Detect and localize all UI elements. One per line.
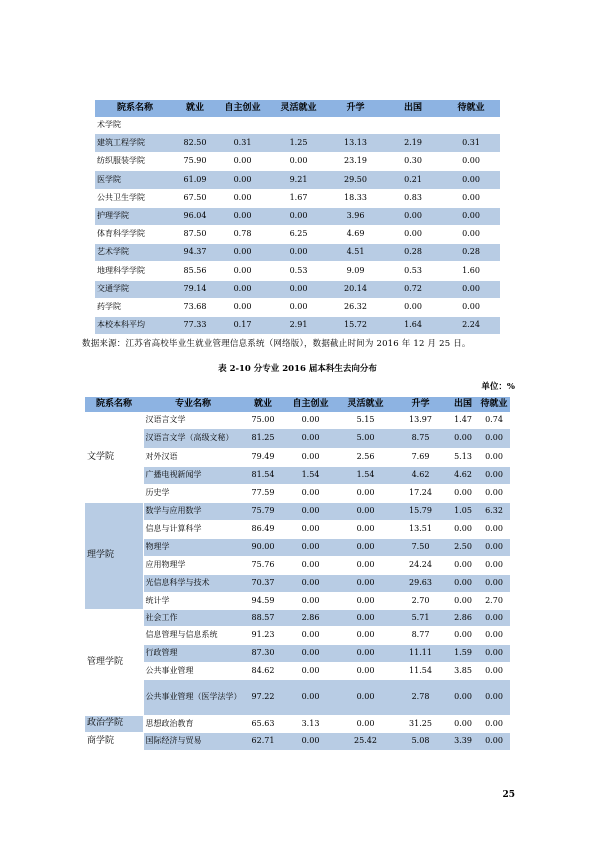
column-header: 灵活就业 <box>338 397 393 412</box>
value-cell: 0.00 <box>478 662 510 679</box>
table-row <box>85 609 510 626</box>
table-row <box>95 189 500 207</box>
value-cell: 0.00 <box>215 243 270 261</box>
value-cell: 85.56 <box>175 261 215 280</box>
value-cell: 0.00 <box>442 298 500 316</box>
value-cell: 0.00 <box>215 170 270 189</box>
value-cell: 0.00 <box>270 152 327 170</box>
value-cell: 3.39 <box>448 732 478 750</box>
college-name-cell: 公共卫生学院 <box>95 189 175 207</box>
value-cell: 0.00 <box>338 679 393 715</box>
value-cell: 4.62 <box>448 466 478 484</box>
value-cell: 0.00 <box>478 428 510 448</box>
value-cell: 0.00 <box>283 592 338 609</box>
value-cell: 0.00 <box>338 715 393 732</box>
value-cell: 0.00 <box>478 715 510 732</box>
value-cell: 96.04 <box>175 207 215 225</box>
value-cell: 0.78 <box>215 225 270 243</box>
value-cell: 0.00 <box>442 207 500 225</box>
column-header: 就业 <box>243 397 283 412</box>
value-cell: 29.50 <box>327 170 384 189</box>
value-cell: 0.00 <box>478 679 510 715</box>
value-cell: 0.00 <box>283 502 338 520</box>
table-title: 表 2-10 分专业 2016 届本科生去向分布 <box>218 364 377 374</box>
value-cell: 0.00 <box>283 644 338 662</box>
value-cell: 0.00 <box>283 412 338 428</box>
value-cell: 0.00 <box>270 280 327 298</box>
value-cell: 0.00 <box>283 574 338 592</box>
value-cell: 8.77 <box>393 626 448 644</box>
table-row <box>85 502 510 520</box>
column-header: 出国 <box>448 397 478 412</box>
value-cell: 2.24 <box>442 316 500 334</box>
value-cell: 0.00 <box>215 207 270 225</box>
major-name-cell: 汉语言文学（高级文秘） <box>143 428 243 448</box>
value-cell: 0.00 <box>478 538 510 556</box>
value-cell: 94.37 <box>175 243 215 261</box>
value-cell: 5.08 <box>393 732 448 750</box>
value-cell: 0.00 <box>283 732 338 750</box>
college-name-cell: 术学院 <box>95 117 175 133</box>
value-cell: 0.00 <box>283 556 338 574</box>
value-cell: 87.30 <box>243 644 283 662</box>
major-name-cell: 应用物理学 <box>143 556 243 574</box>
value-cell: 0.53 <box>270 261 327 280</box>
value-cell: 0.00 <box>478 732 510 750</box>
value-cell: 2.70 <box>393 592 448 609</box>
value-cell: 0.00 <box>478 466 510 484</box>
value-cell: 94.59 <box>243 592 283 609</box>
value-cell: 84.62 <box>243 662 283 679</box>
value-cell: 0.00 <box>478 520 510 538</box>
value-cell: 70.37 <box>243 574 283 592</box>
table-row <box>85 556 510 574</box>
major-name-cell: 数学与应用数学 <box>143 502 243 520</box>
value-cell: 0.21 <box>384 170 442 189</box>
table-row <box>85 574 510 592</box>
value-cell: 15.72 <box>327 316 384 334</box>
value-cell: 0.00 <box>338 626 393 644</box>
column-header: 院系名称 <box>85 397 143 412</box>
major-name-cell: 社会工作 <box>143 609 243 626</box>
college-name-cell: 地理科学学院 <box>95 261 175 280</box>
value-cell: 0.00 <box>448 592 478 609</box>
value-cell: 0.00 <box>270 243 327 261</box>
value-cell: 13.51 <box>393 520 448 538</box>
value-cell: 0.00 <box>384 207 442 225</box>
value-cell: 5.71 <box>393 609 448 626</box>
value-cell: 3.85 <box>448 662 478 679</box>
value-cell: 3.96 <box>327 207 384 225</box>
data-source-note: 数据来源：江苏省高校毕业生就业管理信息系统（网络版），数据截止时间为 2016 年 12 月 25 日。 <box>82 339 471 349</box>
column-header: 自主创业 <box>283 397 338 412</box>
value-cell: 20.14 <box>327 280 384 298</box>
value-cell: 1.64 <box>384 316 442 334</box>
table-row <box>85 428 510 448</box>
table-row <box>85 538 510 556</box>
college-destination-table <box>95 100 500 335</box>
value-cell: 75.00 <box>243 412 283 428</box>
value-cell: 79.49 <box>243 448 283 466</box>
value-cell: 79.14 <box>175 280 215 298</box>
table-row <box>85 626 510 644</box>
value-cell: 6.25 <box>270 225 327 243</box>
column-header: 升学 <box>327 100 384 117</box>
value-cell: 1.59 <box>448 644 478 662</box>
value-cell: 0.00 <box>338 520 393 538</box>
value-cell: 24.24 <box>393 556 448 574</box>
value-cell: 0.00 <box>442 189 500 207</box>
value-cell: 0.00 <box>448 484 478 502</box>
value-cell: 62.71 <box>243 732 283 750</box>
column-header: 灵活就业 <box>270 100 327 117</box>
value-cell: 15.79 <box>393 502 448 520</box>
value-cell: 81.25 <box>243 428 283 448</box>
value-cell: 26.32 <box>327 298 384 316</box>
major-name-cell: 国际经济与贸易 <box>143 732 243 750</box>
value-cell: 0.00 <box>283 448 338 466</box>
value-cell: 0.00 <box>478 644 510 662</box>
value-cell <box>442 117 500 133</box>
value-cell: 91.23 <box>243 626 283 644</box>
value-cell: 1.54 <box>338 466 393 484</box>
table-row <box>85 644 510 662</box>
value-cell: 0.30 <box>384 152 442 170</box>
college-name-cell: 交通学院 <box>95 280 175 298</box>
value-cell: 0.31 <box>442 133 500 152</box>
value-cell: 2.19 <box>384 133 442 152</box>
value-cell: 0.00 <box>448 520 478 538</box>
college-name-cell: 理学院 <box>85 502 143 609</box>
value-cell: 4.69 <box>327 225 384 243</box>
value-cell: 0.00 <box>384 225 442 243</box>
value-cell: 0.00 <box>283 484 338 502</box>
value-cell: 7.69 <box>393 448 448 466</box>
table-row <box>95 152 500 170</box>
value-cell: 0.53 <box>384 261 442 280</box>
value-cell: 0.28 <box>442 243 500 261</box>
value-cell: 8.75 <box>393 428 448 448</box>
column-header: 升学 <box>393 397 448 412</box>
value-cell: 0.00 <box>478 626 510 644</box>
value-cell: 2.56 <box>338 448 393 466</box>
major-name-cell: 光信息科学与技术 <box>143 574 243 592</box>
value-cell: 2.86 <box>448 609 478 626</box>
value-cell: 2.70 <box>478 592 510 609</box>
table-row <box>95 117 500 133</box>
major-name-cell: 对外汉语 <box>143 448 243 466</box>
value-cell: 0.17 <box>215 316 270 334</box>
table-row <box>95 170 500 189</box>
value-cell: 13.13 <box>327 133 384 152</box>
table-row <box>95 207 500 225</box>
value-cell: 0.72 <box>384 280 442 298</box>
value-cell: 0.00 <box>448 679 478 715</box>
value-cell: 97.22 <box>243 679 283 715</box>
table-row <box>85 448 510 466</box>
value-cell: 0.00 <box>283 679 338 715</box>
value-cell <box>215 117 270 133</box>
value-cell: 0.00 <box>448 556 478 574</box>
value-cell: 0.00 <box>478 574 510 592</box>
table-row <box>85 412 510 428</box>
college-name-cell: 政治学院 <box>85 715 143 732</box>
table-row <box>85 520 510 538</box>
table-row <box>95 298 500 316</box>
college-name-cell: 医学院 <box>95 170 175 189</box>
table-header-row <box>95 100 500 117</box>
table-row <box>95 316 500 334</box>
value-cell <box>175 117 215 133</box>
value-cell: 0.00 <box>478 609 510 626</box>
value-cell: 0.00 <box>283 626 338 644</box>
value-cell: 0.00 <box>442 152 500 170</box>
major-destination-table <box>85 397 510 751</box>
value-cell: 1.54 <box>283 466 338 484</box>
value-cell: 0.00 <box>270 298 327 316</box>
value-cell: 0.00 <box>448 626 478 644</box>
value-cell: 4.62 <box>393 466 448 484</box>
value-cell: 75.79 <box>243 502 283 520</box>
value-cell: 1.67 <box>270 189 327 207</box>
value-cell: 0.00 <box>448 715 478 732</box>
table-row <box>85 484 510 502</box>
table-row <box>95 133 500 152</box>
value-cell: 0.00 <box>478 556 510 574</box>
value-cell: 0.00 <box>338 538 393 556</box>
value-cell: 0.00 <box>283 520 338 538</box>
value-cell: 2.50 <box>448 538 478 556</box>
value-cell: 0.00 <box>283 538 338 556</box>
value-cell: 75.76 <box>243 556 283 574</box>
value-cell: 77.33 <box>175 316 215 334</box>
value-cell: 0.00 <box>215 298 270 316</box>
value-cell: 87.50 <box>175 225 215 243</box>
value-cell: 0.00 <box>215 152 270 170</box>
value-cell: 0.00 <box>478 448 510 466</box>
college-name-cell: 建筑工程学院 <box>95 133 175 152</box>
value-cell: 0.00 <box>215 280 270 298</box>
value-cell: 0.00 <box>338 556 393 574</box>
value-cell: 90.00 <box>243 538 283 556</box>
value-cell: 0.00 <box>442 170 500 189</box>
college-name-cell: 药学院 <box>95 298 175 316</box>
value-cell: 77.59 <box>243 484 283 502</box>
value-cell: 0.00 <box>338 484 393 502</box>
major-name-cell: 公共事业管理 <box>143 662 243 679</box>
value-cell: 2.78 <box>393 679 448 715</box>
table-row <box>85 662 510 679</box>
value-cell: 0.00 <box>442 280 500 298</box>
major-name-cell: 行政管理 <box>143 644 243 662</box>
value-cell: 5.00 <box>338 428 393 448</box>
value-cell: 88.57 <box>243 609 283 626</box>
college-name-cell: 体育科学学院 <box>95 225 175 243</box>
value-cell: 61.09 <box>175 170 215 189</box>
value-cell: 13.97 <box>393 412 448 428</box>
value-cell <box>270 117 327 133</box>
value-cell: 0.31 <box>215 133 270 152</box>
value-cell: 0.00 <box>283 428 338 448</box>
value-cell: 0.00 <box>270 207 327 225</box>
table-row <box>85 732 510 750</box>
major-name-cell: 思想政治教育 <box>143 715 243 732</box>
column-header: 就业 <box>175 100 215 117</box>
value-cell: 82.50 <box>175 133 215 152</box>
value-cell: 7.50 <box>393 538 448 556</box>
table-row <box>95 243 500 261</box>
major-name-cell: 公共事业管理（医学法学） <box>143 679 243 715</box>
value-cell: 0.00 <box>442 225 500 243</box>
college-name-cell: 纺织服装学院 <box>95 152 175 170</box>
value-cell: 29.63 <box>393 574 448 592</box>
value-cell: 25.42 <box>338 732 393 750</box>
value-cell: 0.28 <box>384 243 442 261</box>
column-header: 专业名称 <box>143 397 243 412</box>
value-cell: 81.54 <box>243 466 283 484</box>
value-cell: 0.00 <box>215 189 270 207</box>
value-cell: 1.47 <box>448 412 478 428</box>
column-header: 院系名称 <box>95 100 175 117</box>
value-cell: 65.63 <box>243 715 283 732</box>
value-cell: 0.00 <box>384 298 442 316</box>
value-cell: 31.25 <box>393 715 448 732</box>
value-cell: 0.00 <box>338 574 393 592</box>
value-cell: 0.00 <box>478 484 510 502</box>
value-cell: 11.11 <box>393 644 448 662</box>
table-row <box>95 225 500 243</box>
value-cell: 2.91 <box>270 316 327 334</box>
value-cell: 0.00 <box>338 644 393 662</box>
column-header: 待就业 <box>442 100 500 117</box>
value-cell: 86.49 <box>243 520 283 538</box>
table-body <box>95 117 500 334</box>
column-header: 出国 <box>384 100 442 117</box>
table-body <box>85 412 510 750</box>
value-cell: 11.54 <box>393 662 448 679</box>
value-cell: 67.50 <box>175 189 215 207</box>
value-cell: 23.19 <box>327 152 384 170</box>
value-cell <box>327 117 384 133</box>
value-cell: 3.13 <box>283 715 338 732</box>
value-cell: 0.00 <box>338 609 393 626</box>
major-name-cell: 信息管理与信息系统 <box>143 626 243 644</box>
value-cell: 0.00 <box>215 261 270 280</box>
value-cell: 18.33 <box>327 189 384 207</box>
value-cell: 17.24 <box>393 484 448 502</box>
value-cell: 0.00 <box>338 502 393 520</box>
value-cell: 9.09 <box>327 261 384 280</box>
value-cell: 0.83 <box>384 189 442 207</box>
value-cell: 73.68 <box>175 298 215 316</box>
value-cell: 0.00 <box>448 428 478 448</box>
college-name-cell: 管理学院 <box>85 609 143 715</box>
college-name-cell: 商学院 <box>85 732 143 750</box>
major-name-cell: 统计学 <box>143 592 243 609</box>
major-name-cell: 广播电视新闻学 <box>143 466 243 484</box>
college-name-cell: 护理学院 <box>95 207 175 225</box>
value-cell: 0.00 <box>448 574 478 592</box>
value-cell: 5.15 <box>338 412 393 428</box>
table-row <box>85 715 510 732</box>
table-header-row <box>85 397 510 412</box>
value-cell: 75.90 <box>175 152 215 170</box>
major-name-cell: 汉语言文学 <box>143 412 243 428</box>
major-name-cell: 信息与计算科学 <box>143 520 243 538</box>
column-header: 自主创业 <box>215 100 270 117</box>
value-cell: 4.51 <box>327 243 384 261</box>
college-name-cell: 艺术学院 <box>95 243 175 261</box>
value-cell: 0.00 <box>338 662 393 679</box>
college-name-cell: 文学院 <box>85 412 143 502</box>
table-row <box>95 261 500 280</box>
value-cell: 1.25 <box>270 133 327 152</box>
value-cell: 5.13 <box>448 448 478 466</box>
major-name-cell: 物理学 <box>143 538 243 556</box>
column-header: 待就业 <box>478 397 510 412</box>
page-number: 25 <box>502 790 515 800</box>
value-cell: 2.86 <box>283 609 338 626</box>
value-cell <box>384 117 442 133</box>
major-name-cell: 历史学 <box>143 484 243 502</box>
table-row <box>95 280 500 298</box>
table-row <box>85 466 510 484</box>
value-cell: 1.05 <box>448 502 478 520</box>
table-row <box>85 592 510 609</box>
value-cell: 6.32 <box>478 502 510 520</box>
value-cell: 0.00 <box>338 592 393 609</box>
value-cell: 0.00 <box>283 662 338 679</box>
college-name-cell: 本校本科平均 <box>95 316 175 334</box>
value-cell: 1.60 <box>442 261 500 280</box>
value-cell: 0.74 <box>478 412 510 428</box>
value-cell: 9.21 <box>270 170 327 189</box>
table-row <box>85 679 510 715</box>
unit-label: 单位：% <box>481 382 515 392</box>
